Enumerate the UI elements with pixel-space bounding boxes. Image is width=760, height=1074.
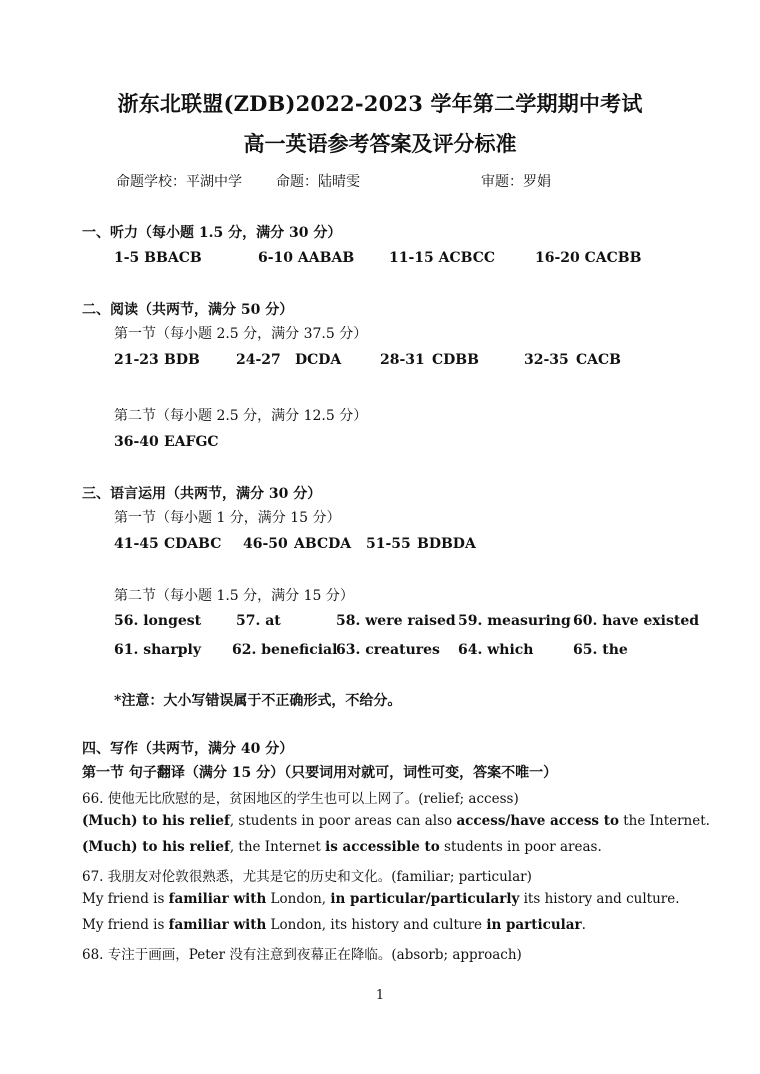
answer-range: 51-55 — [366, 536, 411, 552]
reading-part2-heading: 第二节（每小题 2.5 分，满分 12.5 分） — [114, 408, 368, 424]
fill-answer: 59. measuring — [458, 613, 571, 629]
answer-letters: BDBDA — [417, 536, 476, 552]
page-title: 浙东北联盟(ZDB)2022-2023 学年第二学期期中考试 — [117, 91, 643, 116]
answer-letters: DCDA — [295, 352, 342, 368]
question-68: 68. 专注于画画，Peter 没有注意到夜幕正在降临。(absorb; approach) — [82, 947, 522, 963]
language-part1-heading: 第一节（每小题 1 分，满分 15 分） — [114, 510, 341, 526]
answer-67-b: My friend is familiar with London, its history and culture in particular. — [82, 917, 586, 933]
answer-66-b: (Much) to his relief, the Internet is accessible to students in poor areas. — [82, 839, 602, 855]
answer-range: 21-23 — [114, 352, 159, 368]
answer-range: 28-31 — [380, 352, 425, 368]
meta-school: 命题学校：平湖中学 — [116, 174, 242, 190]
answer-range: 46-50 — [243, 536, 288, 552]
fill-answer: 61. sharply — [114, 642, 201, 658]
answer-group: 16-20 CACBB — [535, 250, 642, 266]
answer-letters: BDB — [164, 352, 200, 368]
reading-part1-heading: 第一节（每小题 2.5 分，满分 37.5 分） — [114, 326, 368, 342]
answer-67-a: My friend is familiar with London, in particular/particularly its history and culture. — [82, 891, 680, 907]
question-67: 67. 我朋友对伦敦很熟悉，尤其是它的历史和文化。(familiar; particular) — [82, 869, 532, 885]
answer-range: 36-40 — [114, 434, 159, 450]
fill-answer: 63. creatures — [336, 642, 440, 658]
answer-group: 6-10 AABAB — [258, 250, 355, 266]
fill-answer: 64. which — [458, 642, 534, 658]
writing-part1-heading: 第一节 句子翻译（满分 15 分）（只要词用对就可，词性可变，答案不唯一） — [82, 765, 558, 781]
answer-range: 32-35 — [524, 352, 569, 368]
fill-answer: 57. at — [236, 613, 281, 629]
answer-letters: CDABC — [164, 536, 222, 552]
fill-answer: 62. beneficial — [232, 642, 338, 658]
language-part2-heading: 第二节（每小题 1.5 分，满分 15 分） — [114, 588, 354, 604]
fill-answer: 58. were raised — [336, 613, 456, 629]
question-66: 66. 使他无比欣慰的是，贫困地区的学生也可以上网了。(relief; access) — [82, 791, 519, 807]
fill-answer: 65. the — [573, 642, 628, 658]
answer-letters: EAFGC — [164, 434, 219, 450]
fill-answer: 56. longest — [114, 613, 202, 629]
page-subtitle: 高一英语参考答案及评分标准 — [243, 131, 517, 156]
section-listening-heading: 一、听力（每小题 1.5 分，满分 30 分） — [82, 225, 342, 241]
answer-letters: CDBB — [432, 352, 479, 368]
answer-range: 24-27 — [236, 352, 281, 368]
answer-group: 11-15 ACBCC — [389, 250, 496, 266]
note: *注意：大小写错误属于不正确形式，不给分。 — [114, 693, 402, 709]
answer-range: 41-45 — [114, 536, 159, 552]
meta-author: 命题：陆晴雯 — [276, 174, 360, 190]
answer-group: 1-5 BBACB — [114, 250, 202, 266]
answer-letters: ABCDA — [294, 536, 352, 552]
meta-reviewer: 审题：罗娟 — [481, 174, 551, 190]
section-language-heading: 三、语言运用（共两节，满分 30 分） — [82, 486, 322, 502]
answer-letters: CACB — [576, 352, 621, 368]
page-number: 1 — [375, 988, 385, 1003]
section-writing-heading: 四、写作（共两节，满分 40 分） — [82, 741, 294, 757]
section-reading-heading: 二、阅读（共两节，满分 50 分） — [82, 302, 294, 318]
fill-answer: 60. have existed — [573, 613, 700, 629]
answer-66-a: (Much) to his relief, students in poor areas can also access/have access to the Internet. — [82, 813, 710, 829]
